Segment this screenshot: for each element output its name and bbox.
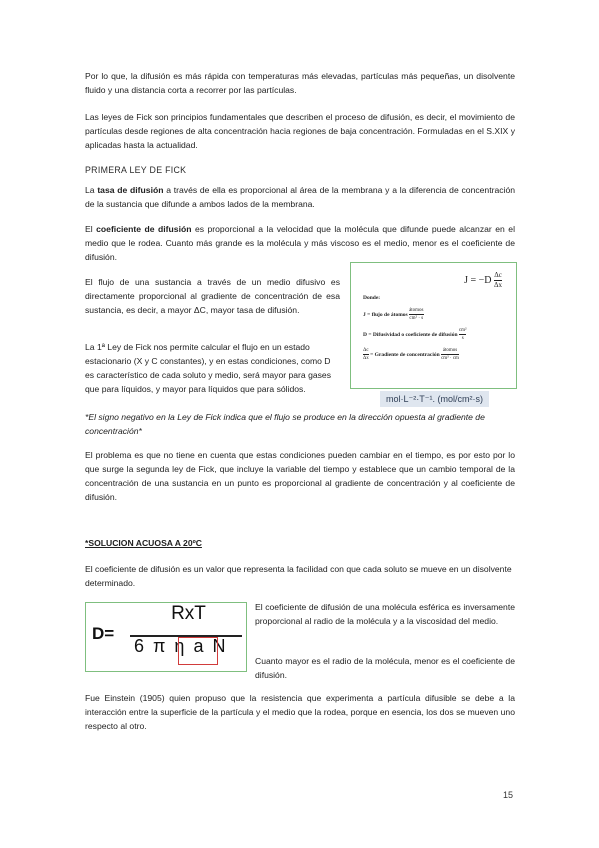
tasa-term: tasa de difusión <box>97 185 164 195</box>
fick-formula-image <box>350 262 517 389</box>
solucion-heading: *SOLUCION ACUOSA A 20ºC <box>85 538 202 548</box>
highlight-box <box>178 637 218 665</box>
j-definition: J = flujo de átomos $\frac{\text{átomos}}{\text{cm² · s}}$ <box>363 308 424 321</box>
d-formula-denominator: 6 π η a N <box>134 636 228 656</box>
flujo-paragraph: El flujo de una sustancia a través de un medio difusivo es directamente proporcional al gradiente de concentración de esa sustancia, es decir, a mayor ΔC, mayor tasa de difusión. <box>85 277 340 315</box>
page-number: 15 <box>503 790 514 800</box>
problema-paragraph: El problema es que no tiene en cuenta que estas condiciones pueden cambiar en el tiempo, es por esto por lo que surge la segunda ley de Fick, que incluye la variable del tiempo y establece que un cambio temporal de la concentración de una sustancia en un punto es proporcional al gradiente de concentración y al coeficiente de difusión. <box>85 450 515 502</box>
fick-laws-paragraph: Las leyes de Fick son principios fundamentales que describen el proceso de difusión, es decir, el movimiento de partículas desde regiones de alta concentración hacia regiones de baja concentración. Formuladas en el S.XIX y aplicadas hasta la actualidad. <box>85 112 515 150</box>
primera-ley-paragraph: La 1ª Ley de Fick nos permite calcular el flujo en un estado estacionario (X y C constantes), y en estas condiciones, como D es característico de cada soluto y medio, será mayor para gases que para líquidos, y mayor para líquidos que para sólidos. <box>85 342 331 394</box>
coef-term: coeficiente de difusión <box>96 224 192 234</box>
intro-paragraph: Por lo que, la difusión es más rápida con temperaturas más elevadas, partículas más pequeñas, un disolvente fluido y una distancia corta a recorrer por las partículas. <box>85 71 515 95</box>
d-formula-numerator: RxT <box>171 603 206 624</box>
gradient-definition: $\frac{\Delta c}{\Delta x}$ = Gradiente de concentración $\frac{\text{átomos}}{\text{cm³ · cm}}$ <box>363 348 459 361</box>
donde-label: Donde: <box>363 295 381 301</box>
fick-main-equation: J = −D $\frac{\Delta c}{\Delta x}$ <box>464 271 502 289</box>
valor-paragraph: El coeficiente de difusión es un valor que representa la facilidad con que cada soluto se mueve en un disolvente determinado. <box>85 564 512 588</box>
tasa-paragraph: La tasa de difusión a través de ella es proporcional al área de la membrana y a la diferencia de concentración de la sustancia que difunde a ambos lados de la membrana. <box>85 185 516 209</box>
diffusion-coefficient-formula <box>85 602 247 672</box>
coef-paragraph: El coeficiente de difusión es proporcional a la velocidad que la molécula que difunde puede alcanzar en el medio que le rodea. Cuanto más grande es la molécula y más viscoso es el medio, menor es el coeficiente de difusión. <box>85 224 515 262</box>
esferica-paragraph: El coeficiente de difusión de una molécula esférica es inversamente proporcional al radio de la molécula y a la viscosidad del medio. <box>255 602 515 626</box>
einstein-paragraph: Fue Einstein (1905) quien propuso que la resistencia que experimenta a partícula difusible se debe a la interacción entre la superficie de la partícula y el medio que la rodea, porque en esencia, los dos se mueven uno respecto al otro. <box>85 693 515 731</box>
d-formula-lhs: D= <box>92 624 115 643</box>
units-label: mol·L⁻²·T⁻¹. (mol/cm²·s) <box>380 391 489 407</box>
first-law-heading: PRIMERA LEY DE FICK <box>85 165 187 175</box>
mayor-radio-paragraph: Cuanto mayor es el radio de la molécula, menor es el coeficiente de difusión. <box>255 656 515 680</box>
d-definition: D = Difusividad o coeficiente de difusión $\frac{\text{cm²}}{s}$ <box>363 328 467 341</box>
negative-sign-note: *El signo negativo en la Ley de Fick indica que el flujo se produce en la dirección opuesta al gradiente de concentración* <box>85 412 485 436</box>
